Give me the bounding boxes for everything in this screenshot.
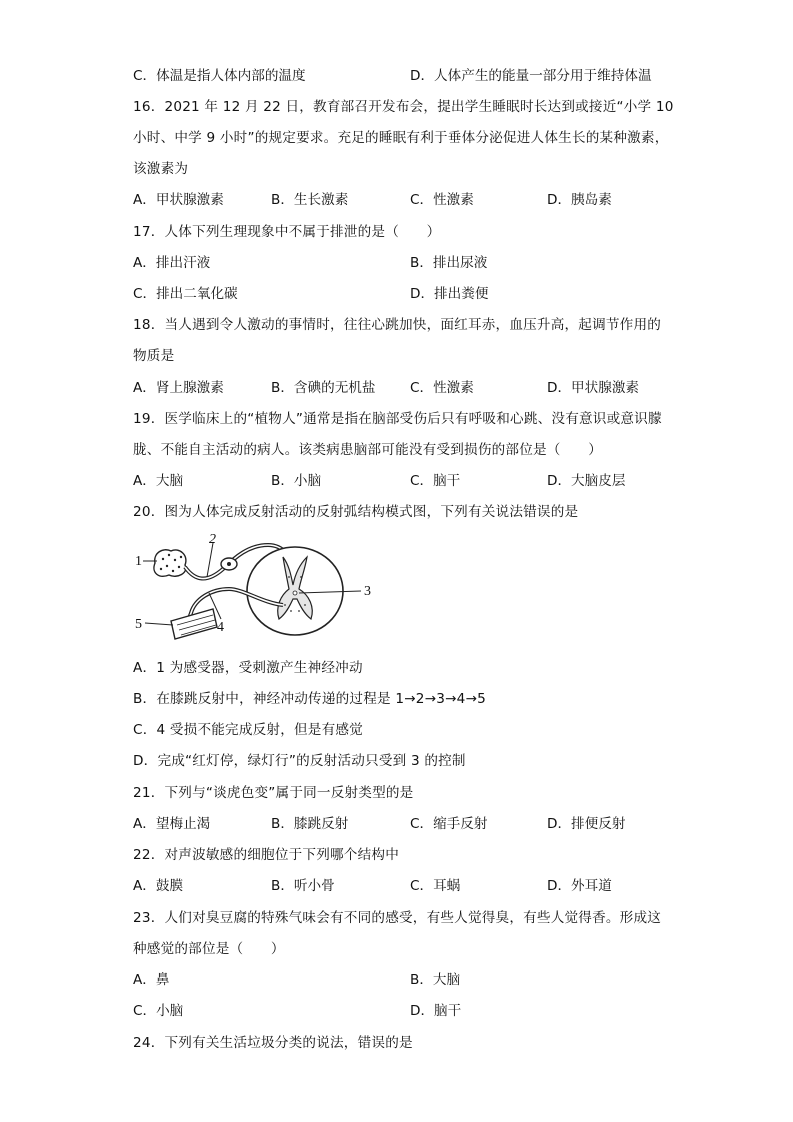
q18-option-d: D．甲状腺激素 xyxy=(547,380,640,396)
q22-option-a: A．鼓膜 xyxy=(133,878,184,894)
q18-option-c: C．性激素 xyxy=(410,380,474,396)
q16-stem-line-2: 小时、中学 9 小时”的规定要求。充足的睡眠有利于垂体分泌促进人体生长的某种激素， xyxy=(133,130,669,146)
q23-option-c: C．小脑 xyxy=(133,1003,184,1019)
q19-option-a: A．大脑 xyxy=(133,473,184,489)
q16-stem-line-3: 该激素为 xyxy=(133,161,189,177)
q21-option-c: C．缩手反射 xyxy=(410,816,488,832)
label-3: 3 xyxy=(364,584,371,599)
q17-stem: 17．人体下列生理现象中不属于排泄的是（ ） xyxy=(133,224,441,240)
q21-option-b: B．膝跳反射 xyxy=(271,816,349,832)
q15-option-d: D．人体产生的能量一部分用于维持体温 xyxy=(410,68,652,84)
q18-option-a: A．肾上腺激素 xyxy=(133,380,224,396)
q19-option-c: C．脑干 xyxy=(410,473,461,489)
label-5: 5 xyxy=(135,617,142,632)
q19-option-b: B．小脑 xyxy=(271,473,322,489)
q21-option-a: A．望梅止渴 xyxy=(133,816,211,832)
effector-shape xyxy=(171,609,217,639)
q23-stem-line-2: 种感觉的部位是（ ） xyxy=(133,941,285,957)
q16-option-a: A．甲状腺激素 xyxy=(133,192,224,208)
label-2: 2 xyxy=(209,533,216,547)
q16-option-c: C．性激素 xyxy=(410,192,474,208)
q17-option-c: C．排出二氧化碳 xyxy=(133,286,238,302)
q23-option-d: D．脑干 xyxy=(410,1003,462,1019)
q24-stem: 24．下列有关生活垃圾分类的说法，错误的是 xyxy=(133,1035,413,1051)
q15-option-c: C．体温是指人体内部的温度 xyxy=(133,68,306,84)
q22-option-c: C．耳蜗 xyxy=(410,878,461,894)
q17-option-b: B．排出尿液 xyxy=(410,255,488,271)
q23-option-a: A．鼻 xyxy=(133,972,170,988)
q17-option-a: A．排出汗液 xyxy=(133,255,211,271)
q16-option-d: D．胰岛素 xyxy=(547,192,612,208)
q16-option-b: B．生长激素 xyxy=(271,192,349,208)
q20-option-d: D．完成“红灯停，绿灯行”的反射活动只受到 3 的控制 xyxy=(133,753,466,769)
q19-option-d: D．大脑皮层 xyxy=(547,473,626,489)
q19-stem-line-2: 胧、不能自主活动的病人。该类病患脑部可能没有受到损伤的部位是（ ） xyxy=(133,442,602,458)
q21-stem: 21．下列与“谈虎色变”属于同一反射类型的是 xyxy=(133,785,414,801)
q19-stem-line-1: 19．医学临床上的“植物人”通常是指在脑部受伤后只有呼吸和心跳、没有意识或意识朦 xyxy=(133,411,662,427)
q20-option-b: B．在膝跳反射中，神经冲动传递的过程是 1→2→3→4→5 xyxy=(133,691,486,707)
q22-option-d: D．外耳道 xyxy=(547,878,612,894)
q17-option-d: D．排出粪便 xyxy=(410,286,489,302)
q18-stem-line-1: 18．当人遇到令人激动的事情时，往往心跳加快，面红耳赤，血压升高，起调节作用的 xyxy=(133,317,662,333)
q23-stem-line-1: 23．人们对臭豆腐的特殊气味会有不同的感受，有些人觉得臭，有些人觉得香。形成这 xyxy=(133,910,662,926)
label-4: 4 xyxy=(217,620,224,635)
q20-option-a: A．1 为感受器，受刺激产生神经冲动 xyxy=(133,660,363,676)
receptor-shape xyxy=(154,550,186,577)
q22-option-b: B．听小骨 xyxy=(271,878,335,894)
q18-stem-line-2: 物质是 xyxy=(133,348,175,364)
label-1: 1 xyxy=(135,554,142,569)
q20-option-c: C．4 受损不能完成反射，但是有感觉 xyxy=(133,722,363,738)
q18-option-b: B．含碘的无机盐 xyxy=(271,380,376,396)
q21-option-d: D．排便反射 xyxy=(547,816,626,832)
q23-option-b: B．大脑 xyxy=(410,972,461,988)
q20-stem: 20．图为人体完成反射活动的反射弧结构模式图，下列有关说法错误的是 xyxy=(133,504,579,520)
q22-stem: 22．对声波敏感的细胞位于下列哪个结构中 xyxy=(133,847,399,863)
reflex-arc-diagram xyxy=(133,533,393,648)
q16-stem-line-1: 16．2021 年 12 月 22 日，教育部召开发布会，提出学生睡眠时长达到或接近“小学 10 xyxy=(133,99,674,115)
